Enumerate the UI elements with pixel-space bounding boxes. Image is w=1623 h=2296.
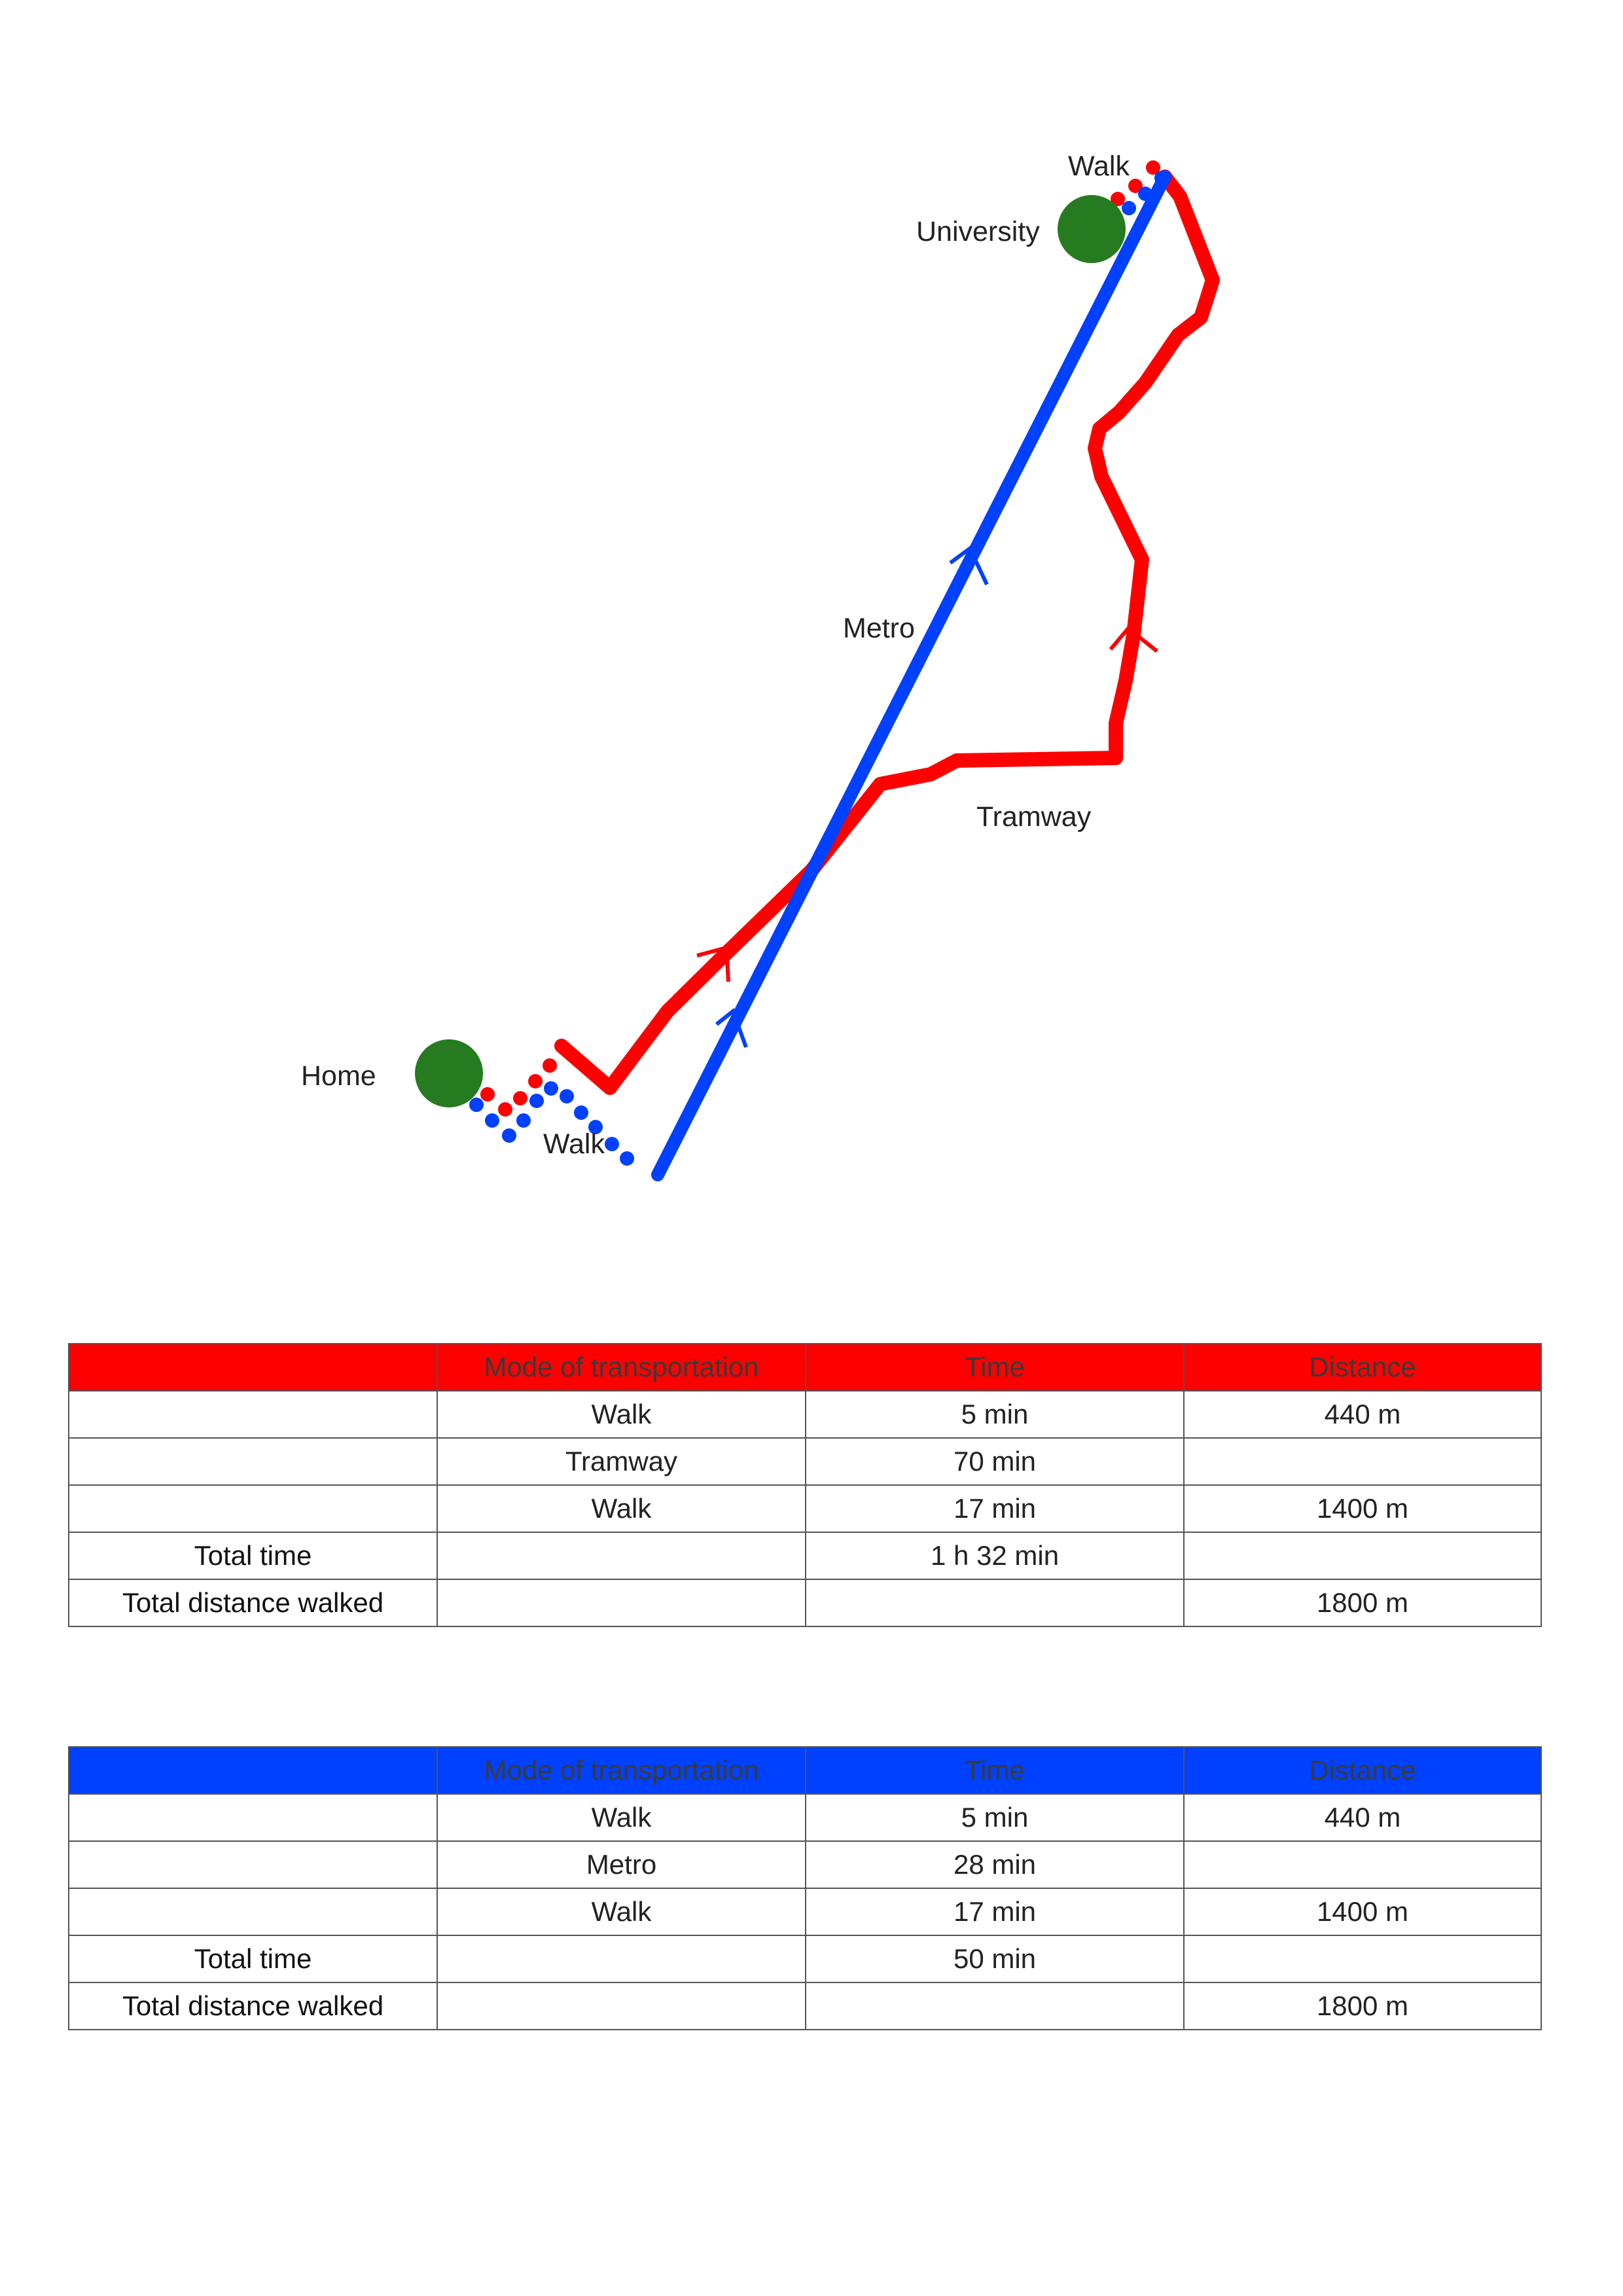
mode-cell: Walk <box>437 1485 806 1532</box>
tramway-route-table <box>68 1343 1542 1627</box>
mode-cell: Tramway <box>437 1438 806 1485</box>
row-label <box>69 1794 437 1841</box>
distance-cell <box>1184 1532 1541 1579</box>
mode-cell: Walk <box>437 1888 806 1935</box>
table-row <box>69 1982 1541 2030</box>
distance-cell: 1400 m <box>1184 1485 1541 1532</box>
table-header-row <box>69 1344 1541 1391</box>
mode-cell <box>437 1935 806 1982</box>
table-row <box>69 1532 1541 1579</box>
header-cell-mode: Mode of transportation <box>437 1344 806 1391</box>
time-cell <box>806 1579 1184 1626</box>
home-marker <box>415 1039 483 1107</box>
time-cell: 17 min <box>806 1485 1184 1532</box>
mode-cell <box>437 1579 806 1626</box>
university-label: University <box>916 216 1040 247</box>
header-cell <box>69 1344 437 1391</box>
mode-cell: Metro <box>437 1841 806 1888</box>
table-header-row <box>69 1747 1541 1794</box>
time-cell: 70 min <box>806 1438 1184 1485</box>
mode-cell <box>437 1982 806 2030</box>
row-label: Total time <box>69 1935 437 1982</box>
time-cell: 50 min <box>806 1935 1184 1982</box>
row-label <box>69 1888 437 1935</box>
row-label: Total time <box>69 1532 437 1579</box>
distance-cell <box>1184 1438 1541 1485</box>
walk-start-label: Walk <box>543 1128 605 1160</box>
row-label: Total distance walked <box>69 1579 437 1626</box>
mode-cell <box>437 1532 806 1579</box>
table-row <box>69 1579 1541 1626</box>
table-row <box>69 1888 1541 1935</box>
time-cell <box>806 1982 1184 2030</box>
metro-route-line <box>658 177 1165 1175</box>
header-cell-distance: Distance <box>1184 1344 1541 1391</box>
distance-cell <box>1184 1841 1541 1888</box>
distance-cell: 440 m <box>1184 1391 1541 1438</box>
time-cell: 17 min <box>806 1888 1184 1935</box>
header-cell <box>69 1747 437 1794</box>
distance-cell <box>1184 1935 1541 1982</box>
header-cell-time: Time <box>806 1344 1184 1391</box>
mode-cell: Walk <box>437 1391 806 1438</box>
distance-cell: 1400 m <box>1184 1888 1541 1935</box>
mode-cell: Walk <box>437 1794 806 1841</box>
metro-label: Metro <box>843 613 915 644</box>
header-cell-time: Time <box>806 1747 1184 1794</box>
home-label: Home <box>301 1060 376 1092</box>
distance-cell: 440 m <box>1184 1794 1541 1841</box>
distance-cell: 1800 m <box>1184 1579 1541 1626</box>
time-cell: 1 h 32 min <box>806 1532 1184 1579</box>
walk-end-label: Walk <box>1068 151 1130 182</box>
tramway-label: Tramway <box>976 801 1092 833</box>
table-row <box>69 1391 1541 1438</box>
university-marker <box>1058 195 1126 263</box>
table-row <box>69 1438 1541 1485</box>
metro-route-table <box>68 1746 1542 2030</box>
row-label <box>69 1485 437 1532</box>
header-cell-distance: Distance <box>1184 1747 1541 1794</box>
table-row <box>69 1935 1541 1982</box>
time-cell: 28 min <box>806 1841 1184 1888</box>
time-cell: 5 min <box>806 1391 1184 1438</box>
row-label <box>69 1391 437 1438</box>
row-label <box>69 1841 437 1888</box>
table-row <box>69 1841 1541 1888</box>
table-row <box>69 1794 1541 1841</box>
distance-cell: 1800 m <box>1184 1982 1541 2030</box>
row-label <box>69 1438 437 1485</box>
row-label: Total distance walked <box>69 1982 437 2030</box>
time-cell: 5 min <box>806 1794 1184 1841</box>
table-row <box>69 1485 1541 1532</box>
header-cell-mode: Mode of transportation <box>437 1747 806 1794</box>
